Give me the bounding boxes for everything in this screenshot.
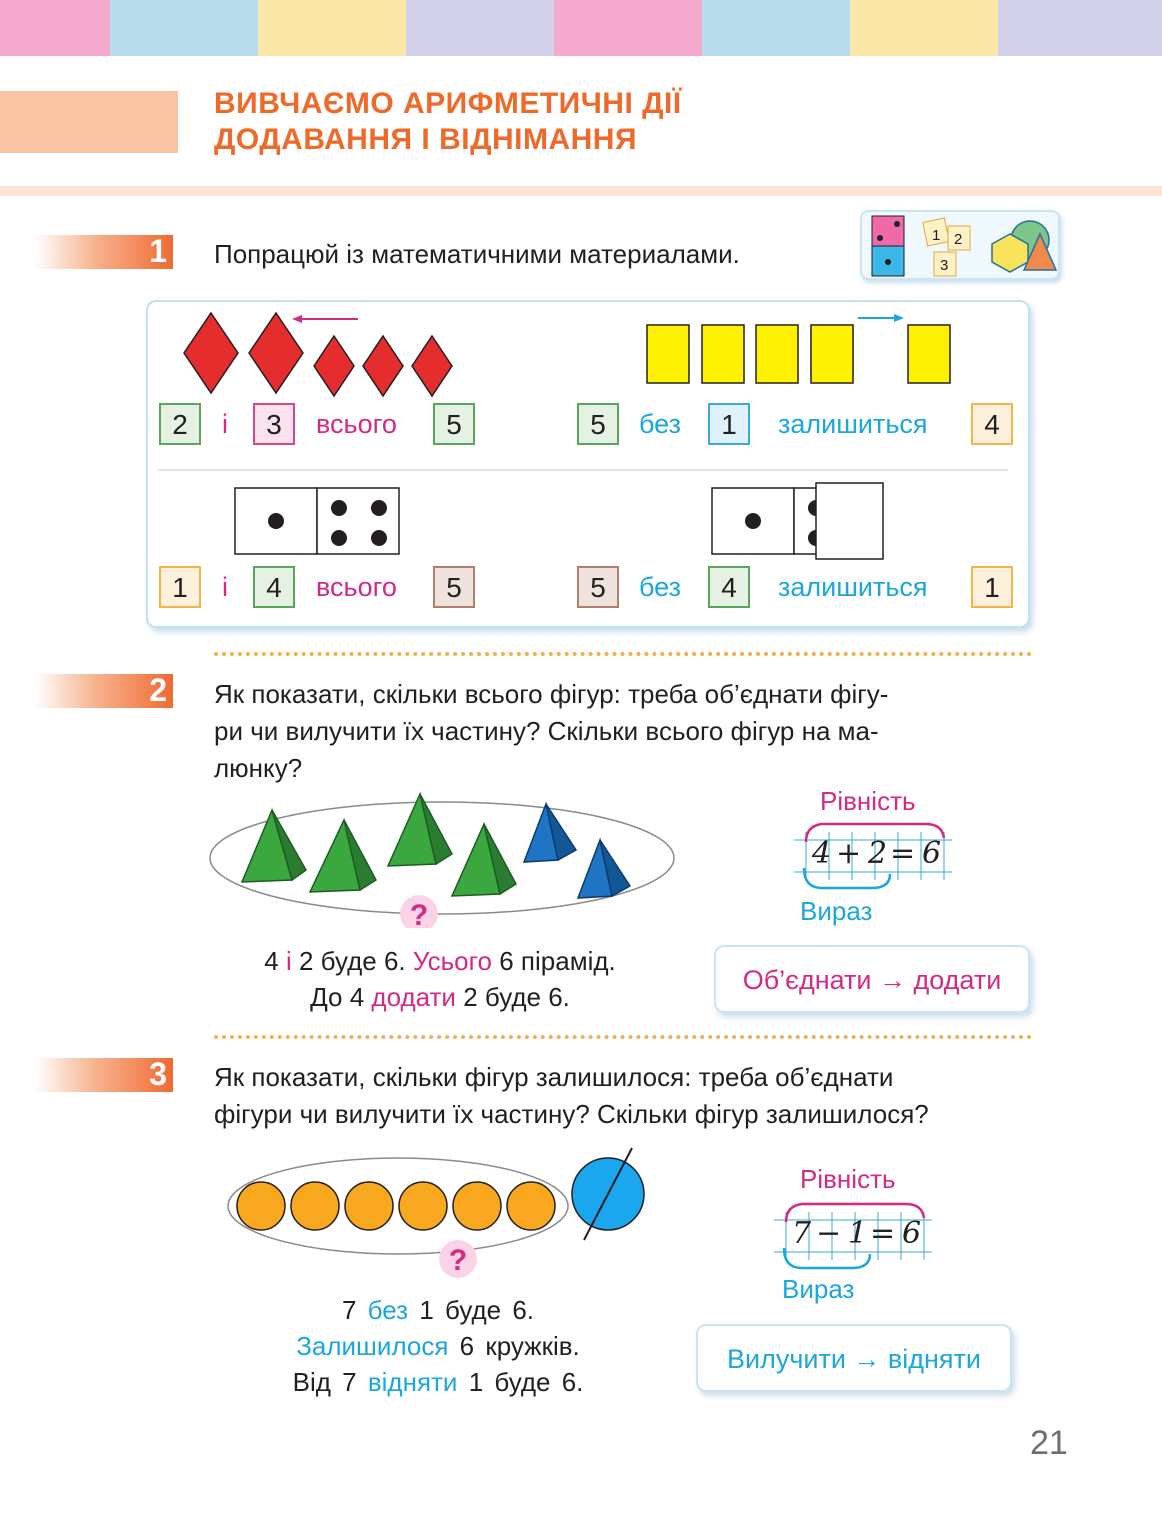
equation-term: 4 bbox=[812, 836, 832, 871]
text-fragment: 1 буде 6. bbox=[457, 1367, 584, 1397]
highlight-word: без bbox=[367, 1295, 409, 1325]
text-fragment: 2 буде 6. bbox=[455, 982, 570, 1012]
domino-covered-graphic bbox=[711, 482, 887, 562]
highlight-word: додати bbox=[371, 982, 456, 1012]
text-fragment: 6 пірамід. bbox=[492, 946, 616, 976]
title-line-1: ВИВЧАЄМО АРИФМЕТИЧНІ ДІЇ bbox=[214, 87, 682, 120]
header-stripe-7 bbox=[850, 0, 998, 56]
task-1-number: 1 bbox=[149, 233, 167, 269]
rule-box-add bbox=[714, 945, 1030, 1013]
remains-label: залишиться bbox=[778, 409, 928, 439]
number-box: 3 bbox=[253, 403, 295, 445]
title-divider bbox=[0, 186, 1162, 196]
equality-label: Рівність bbox=[820, 786, 916, 816]
material-card-3: 3 bbox=[940, 257, 949, 274]
number-box: 4 bbox=[971, 403, 1013, 445]
task-2-text-line-3: люнку? bbox=[214, 753, 303, 783]
remains-label: залишиться bbox=[778, 572, 928, 602]
rule-box-subtract bbox=[696, 1324, 1012, 1392]
header-stripe-8 bbox=[998, 0, 1162, 56]
materials-graphic bbox=[862, 212, 1062, 282]
task-3-number: 3 bbox=[149, 1056, 167, 1092]
task-2-text-line-2: ри чи вилучити їх частину? Скільки всього фігур на ма- bbox=[214, 716, 879, 746]
total-label: всього bbox=[316, 409, 397, 439]
text-fragment: 1 буде 6. bbox=[408, 1295, 534, 1325]
task-2-text bbox=[214, 676, 1030, 787]
number-box: 5 bbox=[433, 566, 475, 608]
number-box: 1 bbox=[708, 403, 750, 445]
number-box: 1 bbox=[971, 566, 1013, 608]
equality-label: Рівність bbox=[800, 1164, 896, 1194]
title-line-2: ДОДАВАННЯ І ВІДНІМАННЯ bbox=[214, 123, 638, 156]
task-3-text-line-2: фігури чи вилучити їх частину? Скільки фігур залишилося? bbox=[214, 1099, 929, 1129]
total-label: всього bbox=[316, 572, 397, 602]
header-stripe-1 bbox=[0, 0, 110, 56]
task-3-explanation-line-2 bbox=[220, 1328, 656, 1364]
domino-1-4-graphic bbox=[234, 487, 402, 557]
highlight-word: і bbox=[285, 946, 292, 976]
equation-operator: = bbox=[890, 836, 916, 871]
title-accent-block bbox=[0, 91, 178, 153]
header-stripe-6 bbox=[702, 0, 850, 56]
task-2-explanation-line-1 bbox=[208, 943, 672, 979]
highlight-word: відняти bbox=[367, 1367, 458, 1397]
question-mark: ? bbox=[448, 1244, 468, 1277]
header-stripe-2 bbox=[110, 0, 258, 56]
page-title bbox=[214, 86, 682, 158]
page-number: 21 bbox=[1030, 1424, 1068, 1462]
number-box: 4 bbox=[253, 566, 295, 608]
material-card-2: 2 bbox=[954, 231, 963, 248]
question-mark: ? bbox=[409, 899, 429, 928]
text-fragment: 2 буде 6. bbox=[291, 946, 413, 976]
task-3-explanation-line-1 bbox=[220, 1292, 656, 1328]
yellow-rectangles-graphic bbox=[640, 308, 960, 388]
pyramids-graphic bbox=[208, 788, 680, 928]
rule-text: Вилучити → відняти bbox=[726, 1344, 982, 1374]
circles-graphic bbox=[226, 1140, 650, 1280]
math-materials-icon bbox=[860, 210, 1060, 280]
text-fragment: 4 bbox=[264, 946, 286, 976]
number-box: 5 bbox=[433, 403, 475, 445]
task-2-number: 2 bbox=[149, 672, 167, 708]
expression-label: Вираз bbox=[782, 1274, 855, 1304]
panel-divider bbox=[158, 469, 1008, 471]
rule-text: Об’єднати → додати bbox=[742, 965, 1002, 995]
equation-operator: − bbox=[816, 1216, 842, 1251]
task-1-text: Попрацюй із математичними материалами. bbox=[214, 239, 740, 269]
number-box: 4 bbox=[708, 566, 750, 608]
number-box: 5 bbox=[577, 566, 619, 608]
highlight-word: Залишилося bbox=[296, 1331, 449, 1361]
conjunction-label: і bbox=[222, 409, 228, 439]
text-fragment: 7 bbox=[341, 1295, 368, 1325]
red-diamonds-graphic bbox=[180, 308, 460, 398]
material-card-1: 1 bbox=[932, 227, 941, 244]
equation-term: 7 bbox=[792, 1216, 812, 1251]
task-2-number-tab bbox=[35, 674, 173, 708]
equation-term: 2 bbox=[868, 836, 888, 871]
header-stripe-5 bbox=[554, 0, 702, 56]
task-1-number-tab bbox=[35, 235, 173, 269]
task-2-text-line-1: Як показати, скільки всього фігур: треба об’єднати фігу- bbox=[214, 679, 889, 709]
task-2-explanation bbox=[208, 943, 672, 1015]
task-3-explanation bbox=[220, 1292, 656, 1400]
text-fragment: Від 7 bbox=[292, 1367, 368, 1397]
highlight-word: Усього bbox=[412, 946, 493, 976]
text-fragment: 6 кружків. bbox=[448, 1331, 580, 1361]
task-3-number-tab bbox=[35, 1058, 173, 1092]
equation-operator: + bbox=[836, 836, 862, 871]
task-3-text-line-1: Як показати, скільки фігур залишилося: треба об’єднати bbox=[214, 1062, 894, 1092]
equation-term: 1 bbox=[848, 1216, 868, 1251]
conjunction-label: і bbox=[222, 572, 228, 602]
section-divider bbox=[214, 652, 1032, 656]
section-divider bbox=[214, 1035, 1032, 1039]
header-stripe-3 bbox=[258, 0, 406, 56]
equation-operator: = bbox=[870, 1216, 896, 1251]
task-2-explanation-line-2 bbox=[208, 979, 672, 1015]
number-box: 1 bbox=[159, 566, 201, 608]
text-fragment: До 4 bbox=[310, 982, 372, 1012]
without-label: без bbox=[639, 572, 681, 602]
number-box: 2 bbox=[159, 403, 201, 445]
header-stripe-4 bbox=[406, 0, 554, 56]
number-box: 5 bbox=[577, 403, 619, 445]
task-3-explanation-line-3 bbox=[220, 1364, 656, 1400]
equation-result: 6 bbox=[902, 1216, 922, 1251]
expression-label: Вираз bbox=[800, 896, 873, 926]
task-3-text bbox=[214, 1059, 1030, 1133]
equation-result: 6 bbox=[922, 836, 942, 871]
without-label: без bbox=[639, 409, 681, 439]
